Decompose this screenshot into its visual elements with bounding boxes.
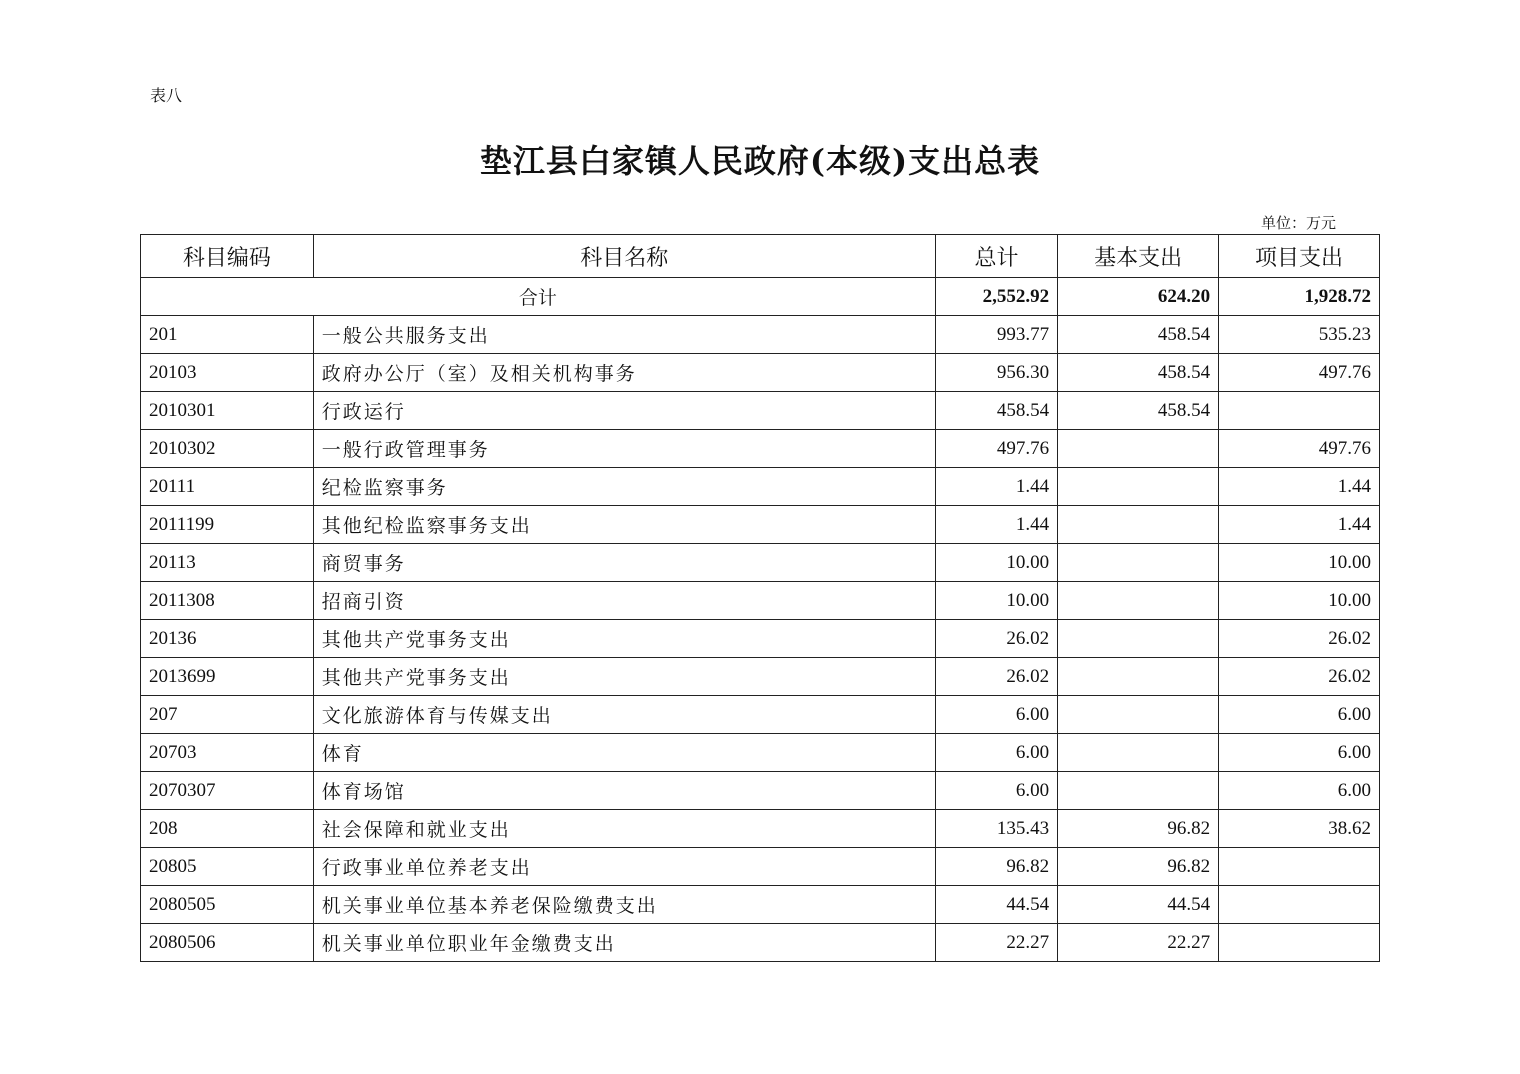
row-code: 20136 [141,620,314,658]
header-name: 科目名称 [313,235,935,278]
header-code: 科目编码 [141,235,314,278]
header-row [141,235,1380,278]
row-code: 2080505 [141,886,314,924]
row-project [1219,848,1380,886]
row-name: 其他共产党事务支出 [313,620,935,658]
page-title: 垫江县白家镇人民政府(本级)支出总表 [479,142,1041,180]
row-total: 26.02 [935,658,1057,696]
row-project: 10.00 [1219,582,1380,620]
row-basic [1058,734,1219,772]
row-name: 其他纪检监察事务支出 [313,506,935,544]
row-code: 2070307 [141,772,314,810]
row-project: 6.00 [1219,772,1380,810]
table-row [141,658,1380,696]
row-basic: 22.27 [1058,924,1219,962]
row-project: 26.02 [1219,658,1380,696]
expenditure-table [140,234,1380,962]
table-row [141,506,1380,544]
total-basic: 624.20 [1058,278,1219,316]
row-project: 10.00 [1219,544,1380,582]
row-code: 208 [141,810,314,848]
row-project: 535.23 [1219,316,1380,354]
row-basic [1058,772,1219,810]
row-project: 1.44 [1219,506,1380,544]
row-basic [1058,544,1219,582]
row-total: 10.00 [935,582,1057,620]
row-total: 22.27 [935,924,1057,962]
total-label: 合计 [141,278,936,316]
row-basic: 44.54 [1058,886,1219,924]
table-row [141,620,1380,658]
row-project: 38.62 [1219,810,1380,848]
row-basic: 96.82 [1058,848,1219,886]
row-basic: 458.54 [1058,354,1219,392]
row-total: 458.54 [935,392,1057,430]
table-row [141,354,1380,392]
table-row [141,924,1380,962]
row-code: 2011308 [141,582,314,620]
row-basic [1058,430,1219,468]
header-project: 项目支出 [1219,235,1380,278]
row-total: 1.44 [935,506,1057,544]
row-total: 44.54 [935,886,1057,924]
row-basic: 458.54 [1058,316,1219,354]
row-code: 2010302 [141,430,314,468]
table-row [141,468,1380,506]
row-basic [1058,582,1219,620]
row-total: 6.00 [935,696,1057,734]
table-row [141,810,1380,848]
row-basic [1058,696,1219,734]
table-row [141,430,1380,468]
row-name: 行政运行 [313,392,935,430]
table-row [141,582,1380,620]
row-project: 497.76 [1219,354,1380,392]
row-name: 机关事业单位基本养老保险缴费支出 [313,886,935,924]
row-name: 政府办公厅（室）及相关机构事务 [313,354,935,392]
row-code: 20113 [141,544,314,582]
row-total: 6.00 [935,772,1057,810]
total-row [141,278,1380,316]
row-total: 26.02 [935,620,1057,658]
row-name: 其他共产党事务支出 [313,658,935,696]
table-row [141,696,1380,734]
unit-label: 单位：万元 [1260,214,1336,232]
total-project: 1,928.72 [1219,278,1380,316]
table-number-label: 表八 [150,86,183,105]
row-name: 一般行政管理事务 [313,430,935,468]
row-total: 956.30 [935,354,1057,392]
table-row [141,772,1380,810]
row-name: 商贸事务 [313,544,935,582]
row-code: 20103 [141,354,314,392]
table-row [141,392,1380,430]
row-code: 207 [141,696,314,734]
row-name: 纪检监察事务 [313,468,935,506]
row-project [1219,924,1380,962]
row-name: 文化旅游体育与传媒支出 [313,696,935,734]
header-total: 总计 [935,235,1057,278]
row-code: 201 [141,316,314,354]
row-code: 20805 [141,848,314,886]
row-name: 招商引资 [313,582,935,620]
row-code: 20703 [141,734,314,772]
row-code: 2013699 [141,658,314,696]
row-project: 497.76 [1219,430,1380,468]
row-basic [1058,620,1219,658]
row-basic [1058,658,1219,696]
row-name: 社会保障和就业支出 [313,810,935,848]
table-row [141,544,1380,582]
row-project: 26.02 [1219,620,1380,658]
row-total: 135.43 [935,810,1057,848]
row-total: 993.77 [935,316,1057,354]
row-basic [1058,468,1219,506]
row-basic: 458.54 [1058,392,1219,430]
row-code: 2080506 [141,924,314,962]
row-total: 10.00 [935,544,1057,582]
row-basic: 96.82 [1058,810,1219,848]
row-project [1219,886,1380,924]
row-name: 机关事业单位职业年金缴费支出 [313,924,935,962]
table-row [141,848,1380,886]
row-total: 1.44 [935,468,1057,506]
row-project [1219,392,1380,430]
table-row [141,886,1380,924]
row-total: 6.00 [935,734,1057,772]
row-code: 2010301 [141,392,314,430]
row-project: 6.00 [1219,696,1380,734]
table-row [141,734,1380,772]
row-name: 体育 [313,734,935,772]
row-code: 20111 [141,468,314,506]
row-basic [1058,506,1219,544]
total-sum: 2,552.92 [935,278,1057,316]
header-basic: 基本支出 [1058,235,1219,278]
row-total: 497.76 [935,430,1057,468]
row-code: 2011199 [141,506,314,544]
row-name: 体育场馆 [313,772,935,810]
row-name: 一般公共服务支出 [313,316,935,354]
table-row [141,316,1380,354]
row-total: 96.82 [935,848,1057,886]
row-project: 1.44 [1219,468,1380,506]
row-project: 6.00 [1219,734,1380,772]
row-name: 行政事业单位养老支出 [313,848,935,886]
